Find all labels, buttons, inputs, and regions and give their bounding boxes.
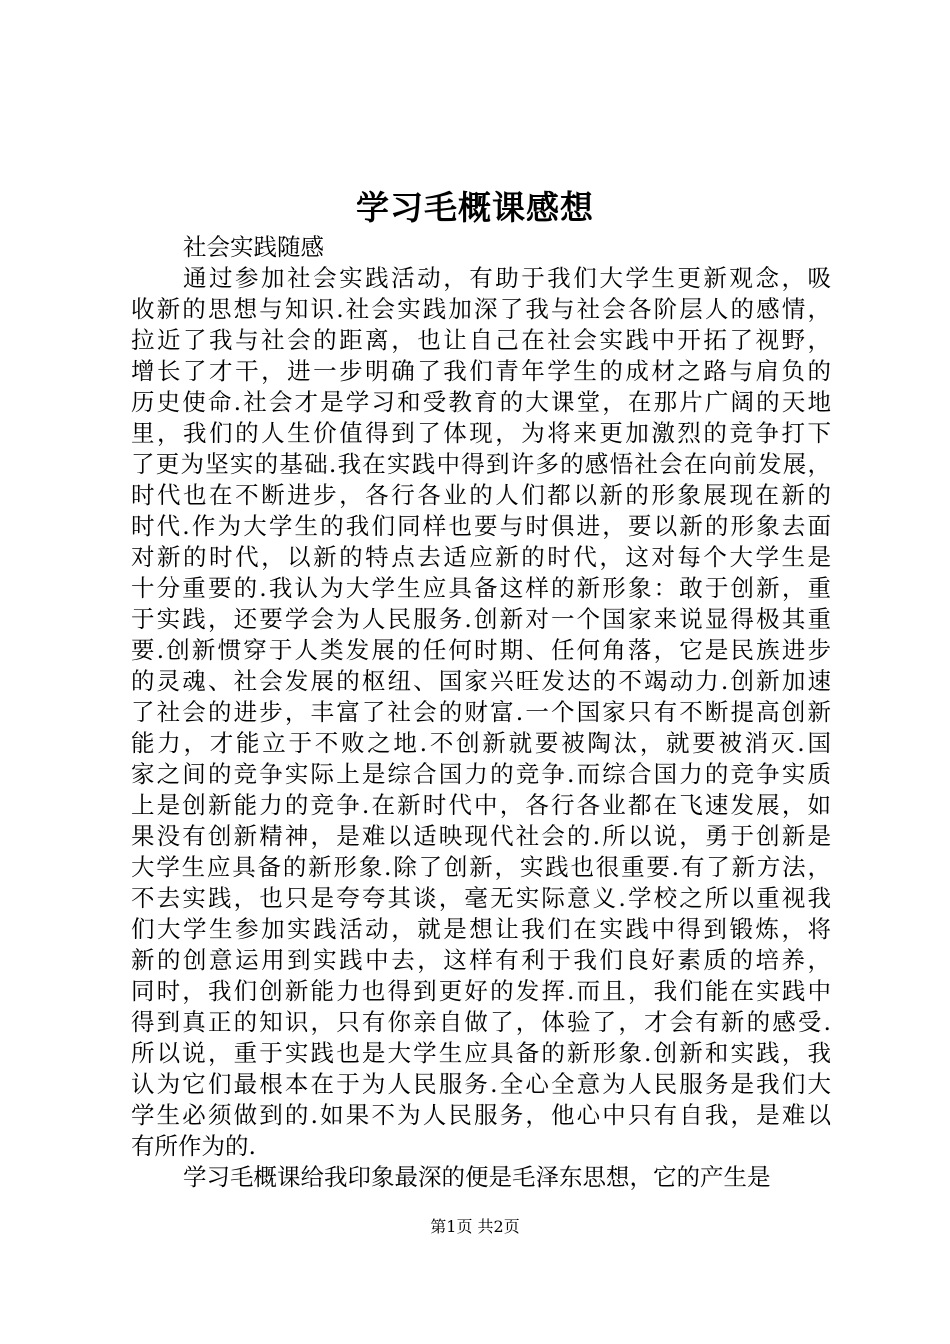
paragraph-line: 于实践，还要学会为人民服务.创新对一个国家来说显得极其重 xyxy=(131,605,831,633)
paragraph-line: 十分重要的.我认为大学生应具备这样的新形象：敢于创新，重 xyxy=(131,574,831,602)
paragraph-line: 果没有创新精神，是难以适映现代社会的.所以说，勇于创新是 xyxy=(131,822,831,850)
paragraph-line: 家之间的竞争实际上是综合国力的竞争.而综合国力的竞争实质 xyxy=(131,760,831,788)
section-subheading: 社会实践随感 xyxy=(183,233,324,261)
paragraph-line: 新的创意运用到实践中去，这样有利于我们良好素质的培养， xyxy=(131,946,831,974)
paragraph-line: 有所作为的. xyxy=(131,1132,256,1160)
paragraph-line: 收新的思想与知识.社会实践加深了我与社会各阶层人的感情， xyxy=(131,295,831,323)
paragraph-line: 要.创新惯穿于人类发展的任何时期、任何角落，它是民族进步 xyxy=(131,636,831,664)
paragraph-line: 不去实践，也只是夸夸其谈，毫无实际意义.学校之所以重视我 xyxy=(131,884,831,912)
paragraph-line: 同时，我们创新能力也得到更好的发挥.而且，我们能在实践中 xyxy=(131,977,831,1005)
paragraph-line: 了社会的进步，丰富了社会的财富.一个国家只有不断提高创新 xyxy=(131,698,831,726)
paragraph-line: 上是创新能力的竞争.在新时代中，各行各业都在飞速发展，如 xyxy=(131,791,831,819)
paragraph-line: 得到真正的知识，只有你亲自做了，体验了，才会有新的感受. xyxy=(131,1008,831,1036)
paragraph-line: 历史使命.社会才是学习和受教育的大课堂，在那片广阔的天地 xyxy=(131,388,831,416)
paragraph-line: 时代也在不断进步，各行各业的人们都以新的形象展现在新的 xyxy=(131,481,831,509)
paragraph-line: 增长了才干，进一步明确了我们青年学生的成材之路与肩负的 xyxy=(131,357,831,385)
paragraph-line: 通过参加社会实践活动，有助于我们大学生更新观念，吸 xyxy=(183,264,831,292)
paragraph-line: 了更为坚实的基础.我在实践中得到许多的感悟社会在向前发展， xyxy=(131,450,831,478)
paragraph-line: 能力，才能立于不败之地.不创新就要被陶汰，就要被消灭.国 xyxy=(131,729,831,757)
paragraph-line: 大学生应具备的新形象.除了创新，实践也很重要.有了新方法， xyxy=(131,853,831,881)
paragraph-line: 时代.作为大学生的我们同样也要与时俱进，要以新的形象去面 xyxy=(131,512,831,540)
paragraph-line: 里，我们的人生价值得到了体现，为将来更加激烈的竞争打下 xyxy=(131,419,831,447)
paragraph-line: 们大学生参加实践活动，就是想让我们在实践中得到锻炼，将 xyxy=(131,915,831,943)
paragraph-line: 学生必须做到的.如果不为人民服务，他心中只有自我，是难以 xyxy=(131,1101,831,1129)
paragraph-line: 学习毛概课给我印象最深的便是毛泽东思想，它的产生是 xyxy=(183,1163,771,1191)
paragraph-line: 拉近了我与社会的距离，也让自己在社会实践中开拓了视野， xyxy=(131,326,831,354)
paragraph-line: 的灵魂、社会发展的枢纽、国家兴旺发达的不竭动力.创新加速 xyxy=(131,667,831,695)
paragraph-line: 所以说，重于实践也是大学生应具备的新形象.创新和实践，我 xyxy=(131,1039,831,1067)
paragraph-line: 认为它们最根本在于为人民服务.全心全意为人民服务是我们大 xyxy=(131,1070,831,1098)
page-footer: 第1页 共2页 xyxy=(430,1217,520,1236)
document-title: 学习毛概课感想 xyxy=(356,188,594,227)
document-body xyxy=(131,232,831,1193)
paragraph-line: 对新的时代，以新的特点去适应新的时代，这对每个大学生是 xyxy=(131,543,831,571)
